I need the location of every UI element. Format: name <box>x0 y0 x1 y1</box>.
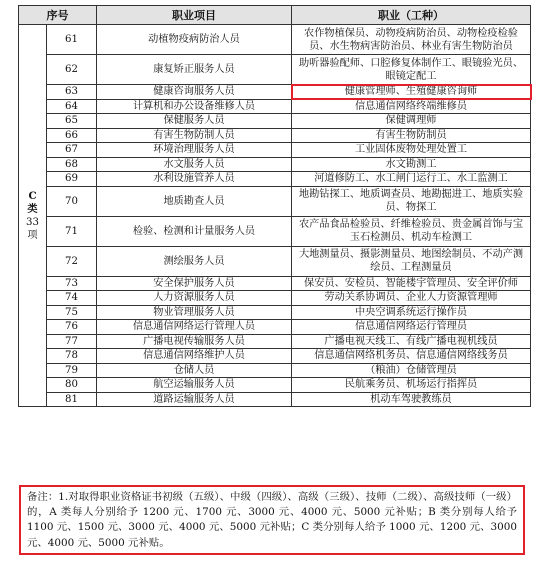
occupation-job: 助听器验配师、口腔修复体制作工、眼镜验光员、眼镜定配工 <box>292 55 531 85</box>
table-body <box>19 25 531 407</box>
occupation-job: 健康管理师、生殖健康咨询师 <box>292 85 531 100</box>
occupation-job: 信息通信网络运行管理员 <box>292 320 531 335</box>
occupation-job: 机动车驾驶教练员 <box>292 392 531 407</box>
occupation-item: 水利设施管养人员 <box>97 172 292 187</box>
occupation-item: 航空运输服务人员 <box>97 378 292 393</box>
row-number: 67 <box>47 143 97 158</box>
header-no: 序号 <box>19 6 97 25</box>
occupation-item: 安全保护服务人员 <box>97 276 292 291</box>
occupation-job: （粮油）仓储管理员 <box>292 363 531 378</box>
category-line2: 类 <box>27 202 38 215</box>
table-row <box>19 128 531 143</box>
occupation-job: 农产品食品检验员、纤维检验员、贵金属首饰与宝玉石检测员、机动车检测工 <box>292 216 531 246</box>
table-row <box>19 378 531 393</box>
table-header-row <box>19 6 531 25</box>
occupation-item: 信息通信网络运行管理人员 <box>97 320 292 335</box>
row-number: 65 <box>47 114 97 129</box>
table-row <box>19 349 531 364</box>
occupation-item: 动植物疫病防治人员 <box>97 25 292 55</box>
table-row <box>19 99 531 114</box>
occupation-job: 河道修防工、水工闸门运行工、水工监测工 <box>292 172 531 187</box>
row-number: 61 <box>47 25 97 55</box>
header-item: 职业项目 <box>97 6 292 25</box>
table-row <box>19 25 531 55</box>
occupation-job: 保健调理师 <box>292 114 531 129</box>
category-line3: 33 <box>26 216 39 228</box>
occupation-job: 信息通信网络终端维修员 <box>292 99 531 114</box>
category-line4: 项 <box>27 229 38 241</box>
occupation-job: 农作物植保员、动物疫病防治员、动物检疫检验员、水生物病害防治员、林业有害生物防治员 <box>292 25 531 55</box>
table-row <box>19 186 531 216</box>
table-row <box>19 246 531 276</box>
table-row <box>19 276 531 291</box>
table-row <box>19 55 531 85</box>
occupation-item: 计算机和办公设备维修人员 <box>97 99 292 114</box>
row-number: 74 <box>47 291 97 306</box>
table-row <box>19 114 531 129</box>
row-number: 81 <box>47 392 97 407</box>
occupation-job: 工业固体废物处理处置工 <box>292 143 531 158</box>
row-number: 75 <box>47 305 97 320</box>
row-number: 78 <box>47 349 97 364</box>
occupation-item: 测绘服务人员 <box>97 246 292 276</box>
occupation-job: 大地测量员、摄影测量员、地图绘制员、不动产测绘员、工程测量员 <box>292 246 531 276</box>
row-number: 79 <box>47 363 97 378</box>
occupation-item: 检验、检测和计量服务人员 <box>97 216 292 246</box>
row-number: 73 <box>47 276 97 291</box>
row-number: 64 <box>47 99 97 114</box>
table-row <box>19 172 531 187</box>
table-row <box>19 85 531 100</box>
occupation-job: 有害生物防制员 <box>292 128 531 143</box>
occupation-job: 信息通信网络机务员、信息通信网络线务员 <box>292 349 531 364</box>
row-number: 70 <box>47 186 97 216</box>
row-number: 69 <box>47 172 97 187</box>
occupation-item: 环境治理服务人员 <box>97 143 292 158</box>
table-row <box>19 392 531 407</box>
row-number: 63 <box>47 85 97 100</box>
qualification-table <box>18 5 531 407</box>
subsidy-note: 备注：1.对取得职业资格证书初级（五级）、中级（四级）、高级（三级）、技师（二级）、高级技师（一级）的，A 类每人分别给予 1200 元、1700 元、3000 元、4000 元、5000 元补贴；B 类分别每人给予 1100 元、1500 元、3000 元、4000 元、5000 元补贴；C 类分别每人给予 1000 元、1200 元、3000 元、4000 元、5000 元补贴。 <box>19 485 525 555</box>
occupation-job: 劳动关系协调员、企业人力资源管理师 <box>292 291 531 306</box>
occupation-job: 广播电视天线工、有线广播电视机线员 <box>292 334 531 349</box>
occupation-job: 中央空调系统运行操作员 <box>292 305 531 320</box>
table-row <box>19 305 531 320</box>
occupation-job: 民航乘务员、机场运行指挥员 <box>292 378 531 393</box>
occupation-job: 保安员、安检员、智能楼宇管理员、安全评价师 <box>292 276 531 291</box>
table-row <box>19 320 531 335</box>
occupation-item: 广播电视传输服务人员 <box>97 334 292 349</box>
occupation-item: 信息通信网络维护人员 <box>97 349 292 364</box>
category-line1: C <box>28 189 37 202</box>
header-job: 职业（工种） <box>292 6 531 25</box>
row-number: 66 <box>47 128 97 143</box>
row-number: 71 <box>47 216 97 246</box>
occupation-item: 健康咨询服务人员 <box>97 85 292 100</box>
table-row <box>19 291 531 306</box>
occupation-item: 地质勘查人员 <box>97 186 292 216</box>
row-number: 80 <box>47 378 97 393</box>
occupation-item: 人力资源服务人员 <box>97 291 292 306</box>
occupation-item: 有害生物防制人员 <box>97 128 292 143</box>
table-row <box>19 334 531 349</box>
occupation-item: 保健服务人员 <box>97 114 292 129</box>
row-number: 68 <box>47 157 97 172</box>
table-row <box>19 157 531 172</box>
category-cell <box>19 25 47 407</box>
table-row <box>19 216 531 246</box>
occupation-item: 物业管理服务人员 <box>97 305 292 320</box>
table-row <box>19 143 531 158</box>
occupation-job: 水文勘测工 <box>292 157 531 172</box>
row-number: 72 <box>47 246 97 276</box>
occupation-job: 地勘钻探工、地质调查员、地勘掘进工、地质实验员、物探工 <box>292 186 531 216</box>
row-number: 62 <box>47 55 97 85</box>
table-row <box>19 363 531 378</box>
occupation-item: 道路运输服务人员 <box>97 392 292 407</box>
occupation-item: 康复矫正服务人员 <box>97 55 292 85</box>
row-number: 76 <box>47 320 97 335</box>
row-number: 77 <box>47 334 97 349</box>
occupation-item: 仓储人员 <box>97 363 292 378</box>
occupation-item: 水文服务人员 <box>97 157 292 172</box>
